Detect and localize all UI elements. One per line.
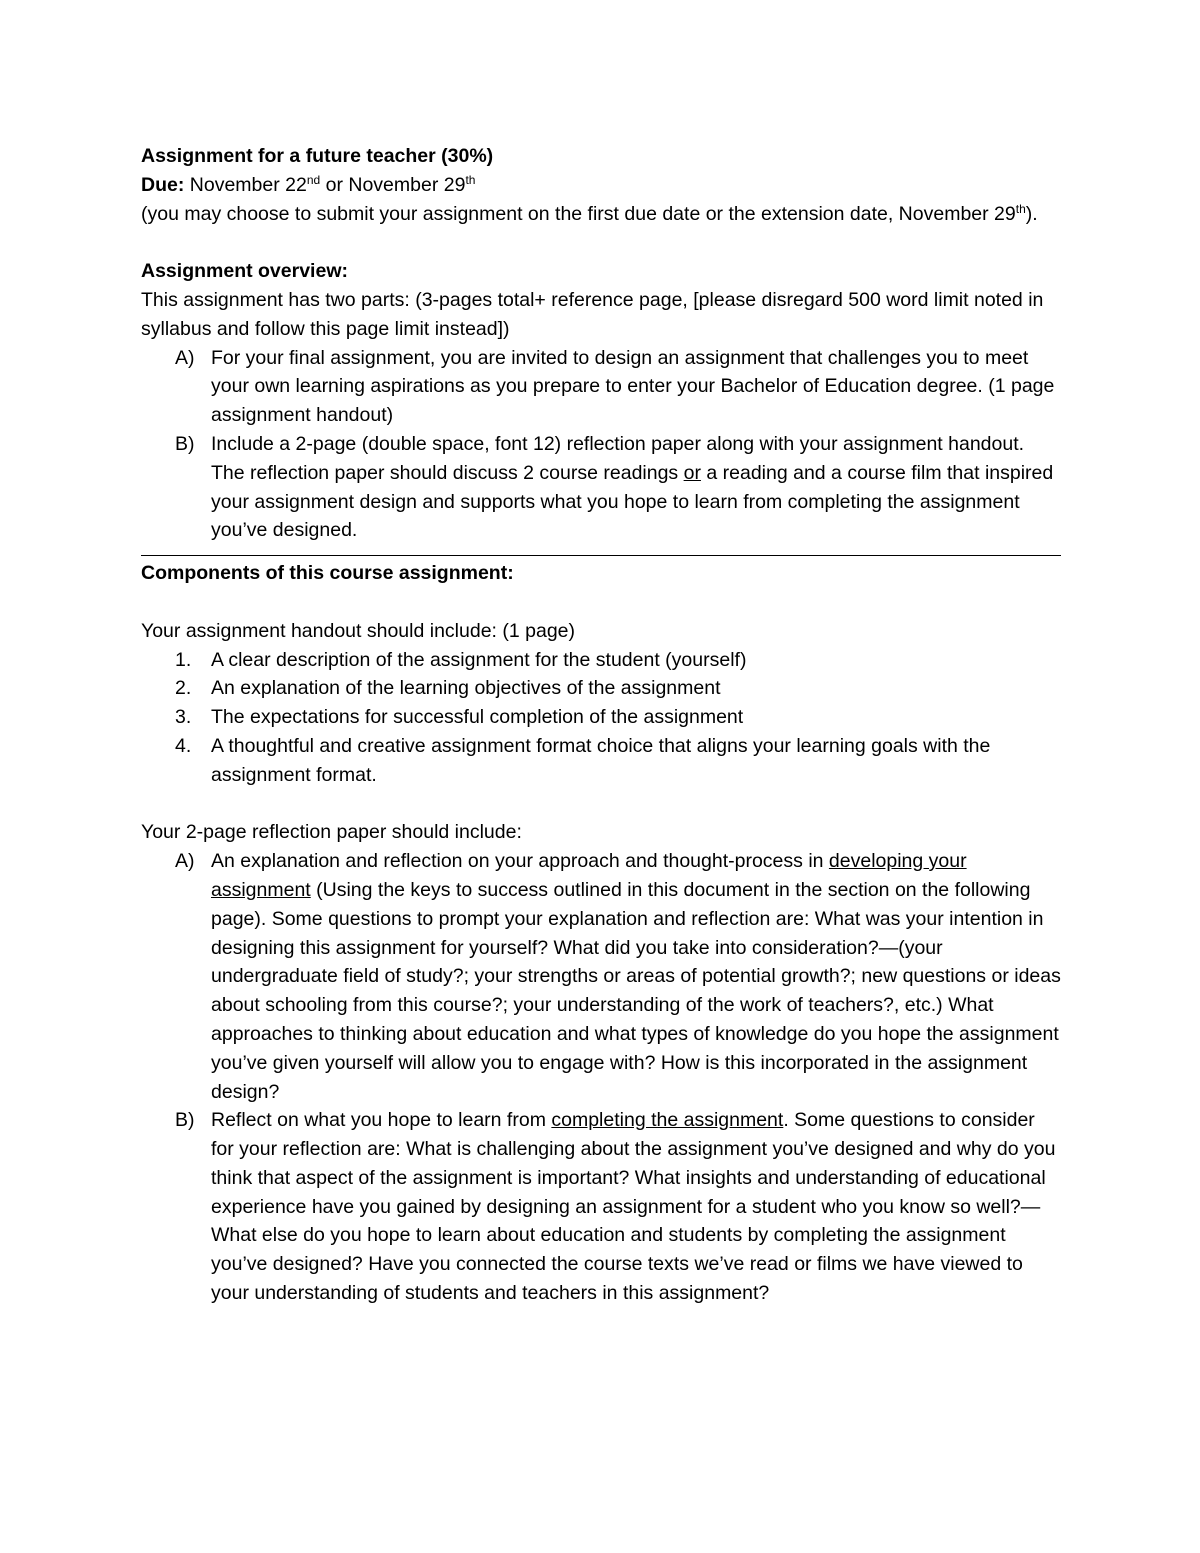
list-marker: 4. bbox=[175, 734, 192, 757]
list-marker: A) bbox=[175, 850, 195, 873]
extension-note bbox=[141, 200, 1061, 229]
overview-heading: Assignment overview: bbox=[141, 260, 348, 283]
document-body bbox=[141, 142, 1061, 1308]
due-line bbox=[141, 171, 1061, 200]
reflection-item-underlined: completing the assignment bbox=[551, 1109, 784, 1132]
reflection-item-a bbox=[141, 847, 1061, 1106]
extension-note-end: ). bbox=[1025, 202, 1038, 225]
extension-note-suffix: th bbox=[1015, 201, 1026, 216]
reflection-intro: Your 2-page reflection paper should include: bbox=[141, 821, 522, 844]
handout-item bbox=[141, 674, 1061, 703]
spacer bbox=[141, 790, 1061, 819]
overview-item-a bbox=[141, 344, 1061, 430]
handout-item-text: A clear description of the assignment for the student (yourself) bbox=[211, 648, 747, 671]
due-date-2: or November 29 bbox=[325, 173, 466, 196]
due-date-1-suffix: nd bbox=[306, 172, 321, 187]
document-title: Assignment for a future teacher (30%) bbox=[141, 145, 494, 167]
overview-item-text-before: Include a 2-page (double space, font 12) reflection paper along with your assignment handout. The reflection paper should discuss 2 course readings bbox=[211, 432, 1025, 484]
reflection-item-b bbox=[141, 1106, 1061, 1308]
overview-item-text: For your final assignment, you are invited to design an assignment that challenges you to meet your own learning aspirations as you prepare to enter your Bachelor of Education degree. (1 page assignment handout) bbox=[211, 346, 1055, 427]
list-marker: 2. bbox=[175, 677, 192, 700]
list-marker: 3. bbox=[175, 706, 192, 729]
spacer bbox=[141, 228, 1061, 257]
handout-item-text: An explanation of the learning objectives of the assignment bbox=[211, 677, 721, 700]
overview-item-underlined: or bbox=[683, 461, 701, 484]
overview-item-b bbox=[141, 430, 1061, 545]
extension-note-text: (you may choose to submit your assignment on the first due date or the extension date, November 29 bbox=[141, 202, 1016, 225]
handout-intro: Your assignment handout should include: (1 page) bbox=[141, 619, 575, 642]
overview-intro: This assignment has two parts: (3-pages total+ reference page, [please disregard 500 word limit noted in syllabus and follow this page limit instead]) bbox=[141, 288, 1044, 340]
list-marker: B) bbox=[175, 1109, 195, 1132]
handout-item bbox=[141, 646, 1061, 675]
overview-item-text-after: a reading and a course film that inspired your assignment design and supports what you hope to learn from completing the assignment you’ve designed. bbox=[211, 461, 1054, 542]
handout-item-text: The expectations for successful completion of the assignment bbox=[211, 706, 744, 729]
reflection-item-text-before: An explanation and reflection on your approach and thought-process in bbox=[211, 850, 829, 873]
handout-item bbox=[141, 732, 1061, 790]
section-divider bbox=[141, 555, 1061, 556]
reflection-item-text-after: (Using the keys to success outlined in this document in the section on the following page). Some questions to prompt your explanation and reflection are: What was your intention in designing this assignment for yourself? What did you take into consideration?—(your undergraduate field of study?; your strengths or areas of potential growth?; new questions or ideas about schooling from this course?; your understanding of the work of teachers?, etc.) What approaches to thinking about education and what types of knowledge do you hope the assignment you’ve given yourself will allow you to engage with? How is this incorporated in the assignment design? bbox=[211, 878, 1061, 1103]
handout-item bbox=[141, 703, 1061, 732]
list-marker: B) bbox=[175, 432, 195, 455]
list-marker: 1. bbox=[175, 648, 192, 671]
reflection-item-underlined: developing your assignment bbox=[211, 850, 967, 901]
spacer bbox=[141, 588, 1061, 617]
reflection-item-text-after: . Some questions to consider for your reflection are: What is challenging about the assignment you’ve designed and why do you think that aspect of the assignment is important? What insights and understanding of educational experience have you gained by designing an assignment for a student who you know so well?—What else do you hope to learn about education and students by completing the assignment you’ve designed? Have you connected the course texts we’ve read or films we have viewed to your understanding of students and teachers in this assignment? bbox=[211, 1109, 1056, 1305]
reflection-item-text-before: Reflect on what you hope to learn from bbox=[211, 1109, 552, 1132]
list-marker: A) bbox=[175, 346, 195, 369]
due-label: Due: bbox=[141, 173, 185, 196]
components-heading: Components of this course assignment: bbox=[141, 562, 514, 585]
due-date-1: November 22 bbox=[189, 173, 307, 196]
due-date-2-suffix: th bbox=[465, 172, 476, 187]
handout-item-text: A thoughtful and creative assignment format choice that aligns your learning goals with the assignment format. bbox=[211, 734, 991, 786]
